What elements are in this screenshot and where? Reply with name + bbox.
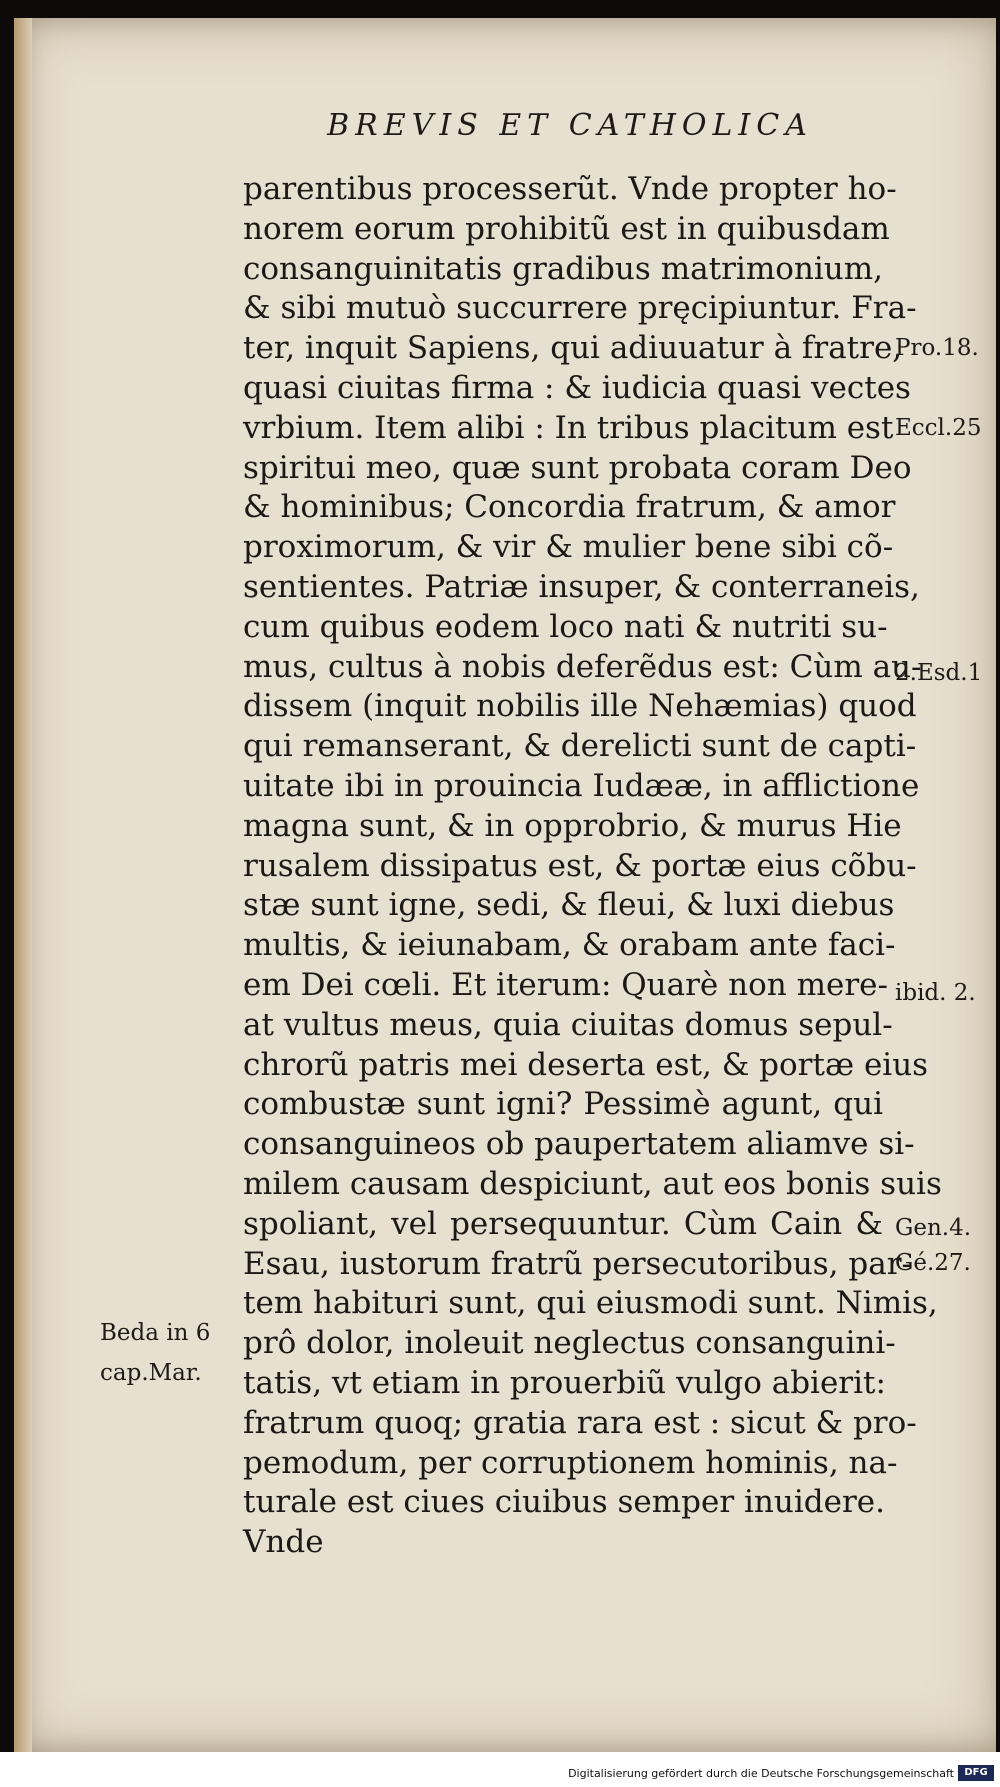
text-line: stæ sunt igne, sedi, & fleui, & luxi diebus: [243, 887, 895, 924]
text-line: & hominibus; Concordia fratrum, & amor: [243, 489, 896, 526]
text-line: pemodum, per corruptionem hominis, na-: [243, 1444, 898, 1481]
text-line: mus, cultus à nobis deferẽdus est: Cùm au-: [243, 648, 922, 685]
text-line: multis, & ieiunabam, & orabam ante faci-: [243, 927, 896, 964]
running-head: BREVIS ET CATHOLICA: [327, 108, 813, 143]
text-line: combustæ sunt igni? Pessimè agunt, qui: [243, 1086, 883, 1123]
text-line: cum quibus eodem loco nati & nutriti su-: [243, 608, 888, 645]
text-line: & sibi mutuò succurrere pręcipiuntur. Fra-: [243, 290, 917, 327]
text-line: fratrum quoq; gratia rara est : sicut & pro-: [243, 1404, 917, 1441]
text-line: vrbium. Item alibi : In tribus placitum est: [243, 409, 894, 446]
text-line: proximorum, & vir & mulier bene sibi cõ-: [243, 529, 894, 566]
footer-bar: [0, 1752, 1000, 1787]
text-line: tem habituri sunt, qui eiusmodi sunt. Nimis,: [243, 1285, 938, 1322]
text-line: at vultus meus, quia ciuitas domus sepul-: [243, 1006, 893, 1043]
text-line: rusalem dissipatus est, & portæ eius cõbu-: [243, 847, 917, 884]
text-line: chrorũ patris mei deserta est, & portæ eius: [243, 1046, 929, 1083]
text-line: qui remanserant, & derelicti sunt de capti-: [243, 728, 917, 765]
text-line: prô dolor, inoleuit neglectus consanguini-: [243, 1325, 896, 1362]
text-line: sentientes. Patriæ insuper, & conterraneis,: [243, 568, 920, 605]
text-line: spoliant, vel persequuntur. Cùm Cain &: [243, 1205, 883, 1242]
text-line: spiritui meo, quæ sunt probata coram Deo: [243, 449, 912, 486]
page-binding-edge: [14, 18, 32, 1752]
dfg-logo-icon: DFG: [958, 1765, 994, 1781]
text-line: magna sunt, & in opprobrio, & murus Hie: [243, 807, 902, 844]
text-line: norem eorum prohibitũ est in quibusdam: [243, 210, 890, 247]
text-line: consanguineos ob paupertatem aliamve si-: [243, 1126, 915, 1163]
margin-note-pro18: Pro.18.: [895, 335, 979, 361]
margin-note-beda-line1: Beda in 6: [100, 1320, 211, 1346]
text-line: parentibus processerũt. Vnde propter ho-: [243, 171, 897, 207]
margin-note-eccl25: Eccl.25: [895, 415, 982, 441]
text-line: milem causam despiciunt, aut eos bonis suis: [243, 1165, 942, 1202]
margin-note-beda-line2: cap.Mar.: [100, 1360, 202, 1386]
text-line: ter, inquit Sapiens, qui adiuuatur à fratre,: [243, 330, 903, 367]
text-line: Esau, iustorum fratrũ persecutoribus, par-: [243, 1245, 912, 1282]
margin-note-ibid2: ibid. 2.: [895, 980, 976, 1006]
digitization-credit: Digitalisierung gefördert durch die Deutsche Forschungsgemeinschaft: [568, 1767, 954, 1780]
catchword: Vnde: [243, 1524, 324, 1561]
text-line: turale est ciues ciuibus semper inuidere.: [243, 1484, 885, 1521]
margin-note-gen4: Gen.4.: [895, 1215, 972, 1241]
text-line: uitate ibi in prouincia Iudææ, in afflictione: [243, 767, 920, 804]
text-line: dissem (inquit nobilis ille Nehæmias) quod: [243, 688, 917, 725]
text-line: em Dei cœli. Et iterum: Quarè non mere-: [243, 966, 888, 1003]
text-line: consanguinitatis gradibus matrimonium,: [243, 250, 883, 287]
text-line: quasi ciuitas firma : & iudicia quasi vectes: [243, 369, 911, 406]
text-line: tatis, vt etiam in prouerbiũ vulgo abierit:: [243, 1364, 886, 1401]
margin-note-esd1: 2.Esd.1: [895, 660, 983, 686]
margin-note-gen27: Gé.27.: [895, 1250, 971, 1276]
